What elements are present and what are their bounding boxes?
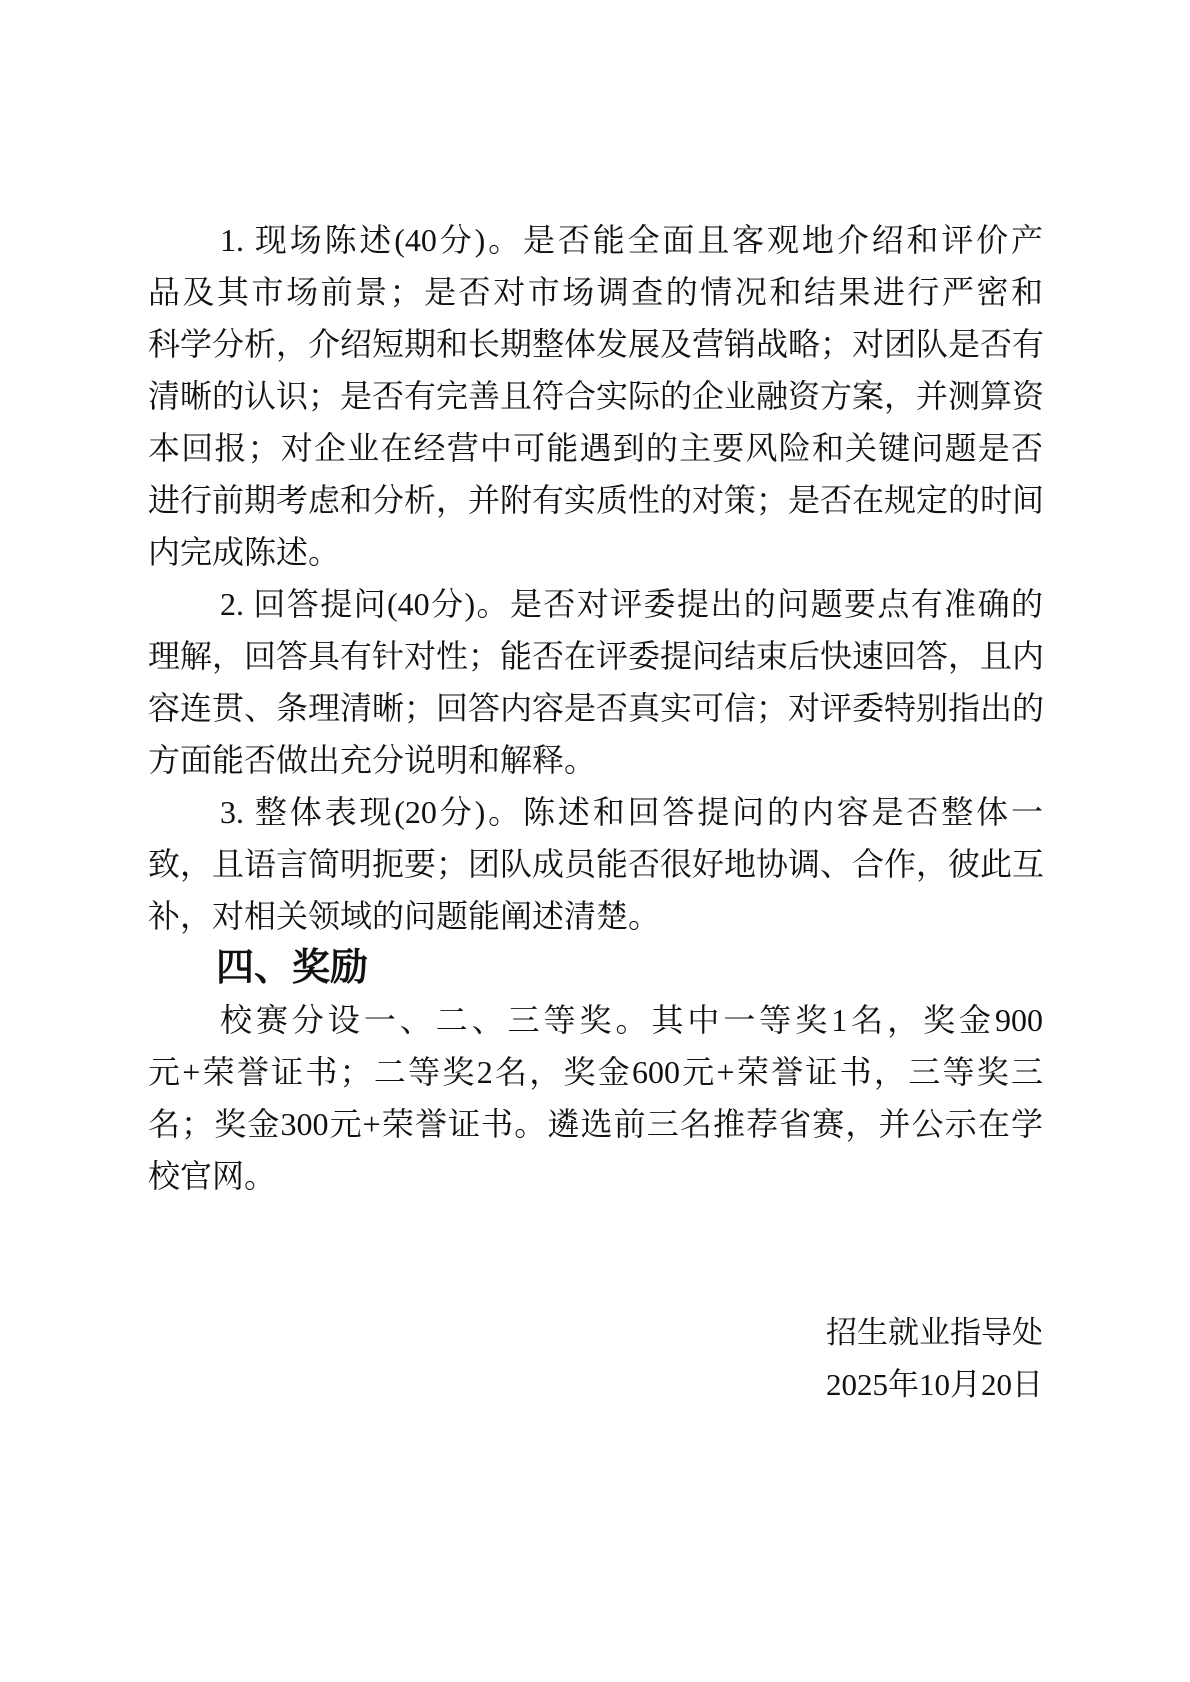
text-line: 1. 现场陈述(40分)。是否能全面且客观地介绍和评价产: [220, 222, 1043, 258]
text-line: 进行前期考虑和分析，并附有实质性的对策；是否在规定的时间: [148, 482, 1045, 518]
text-line: 科学分析，介绍短期和长期整体发展及营销战略；对团队是否有: [148, 326, 1045, 362]
text-line: 名；奖金300元+荣誉证书。遴选前三名推荐省赛，并公示在学: [148, 1106, 1043, 1142]
text-line: 清晰的认识；是否有完善且符合实际的企业融资方案，并测算资: [148, 378, 1045, 414]
text-line: 方面能否做出充分说明和解释。: [148, 742, 597, 778]
text-line: 2. 回答提问(40分)。是否对评委提出的问题要点有准确的: [220, 586, 1043, 622]
text-line: 品及其市场前景；是否对市场调查的情况和结果进行严密和: [148, 274, 1043, 310]
paragraph-qa: [148, 578, 1043, 786]
section-heading-awards: 四、奖励: [216, 947, 369, 989]
text-line: 理解，回答具有针对性；能否在评委提问结束后快速回答，且内: [148, 638, 1045, 674]
text-line: 致，且语言简明扼要；团队成员能否很好地协调、合作，彼此互: [148, 846, 1045, 882]
text-line: 本回报；对企业在经营中可能遇到的主要风险和关键问题是否: [148, 430, 1043, 466]
text-line: 容连贯、条理清晰；回答内容是否真实可信；对评委特别指出的: [148, 690, 1045, 726]
paragraph-overall: [148, 786, 1043, 942]
text-line: 元+荣誉证书；二等奖2名，奖金600元+荣誉证书，三等奖三: [148, 1054, 1043, 1090]
text-line: 内完成陈述。: [148, 534, 341, 570]
paragraph-presentation: [148, 214, 1043, 578]
signature-date: 2025年10月20日: [826, 1367, 1043, 1402]
paragraph-awards: [148, 994, 1043, 1202]
signature-block: [148, 1307, 1043, 1411]
text-line: 校官网。: [148, 1158, 277, 1194]
text-line: 3. 整体表现(20分)。陈述和回答提问的内容是否整体一: [220, 794, 1043, 830]
document-body: [148, 214, 1043, 1411]
text-line: 补，对相关领域的问题能阐述清楚。: [148, 898, 661, 934]
signature-org: 招生就业指导处: [826, 1315, 1043, 1350]
text-line: 校赛分设一、二、三等奖。其中一等奖1名，奖金900: [220, 1002, 1043, 1038]
